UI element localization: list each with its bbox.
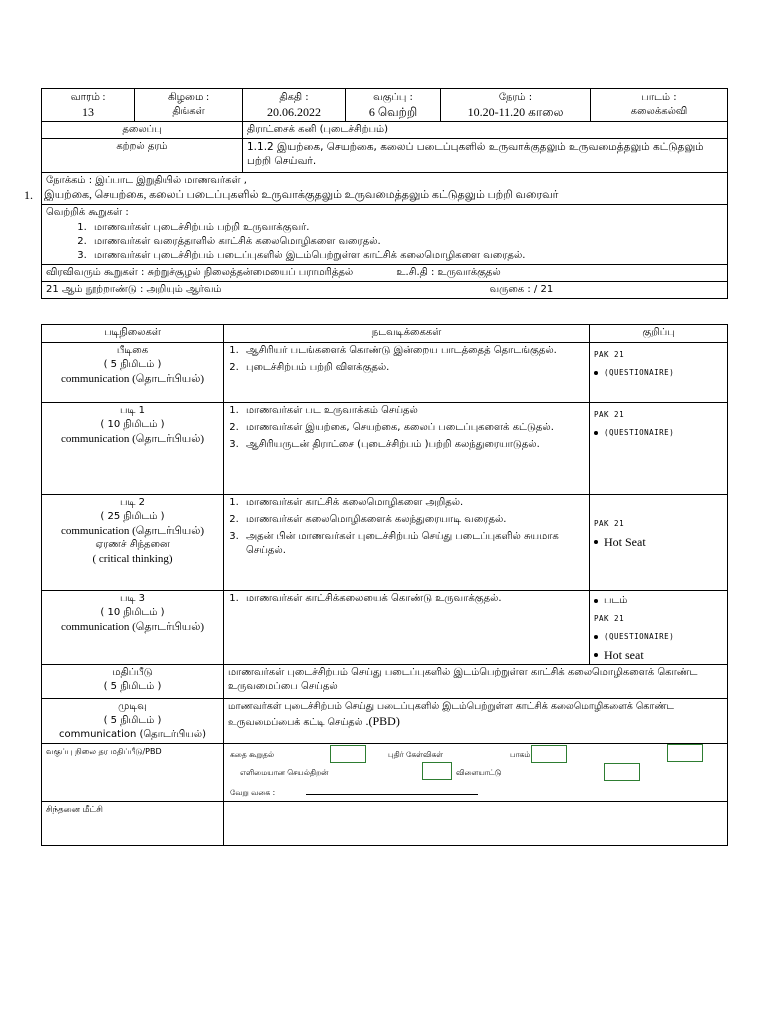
checkbox[interactable]: [330, 745, 366, 763]
closing-text-cell: மாணவர்கள் புடைச்சிற்பம் செய்து படைப்புகளில் இடம்பெற்றுள்ள காட்சிக் கலைமொழிகளைக் கொண்ட உருவமைப்பைக் கட்டி செய்தல் .(PBD): [224, 699, 728, 744]
subject-cell: பாடம் : கலைக்கல்வி: [591, 89, 728, 122]
objective-number: 1.: [24, 188, 33, 202]
standard-label: கற்றல் தரம்: [42, 139, 243, 173]
activity-item: 1. ஆசிரியர் படங்களைக் கொண்டு இன்றைய பாடத்தைத் தொடங்குதல்.: [242, 344, 585, 358]
lesson-header-table: [24, 88, 728, 299]
activities-cell: [224, 343, 590, 403]
activity-item: 2. மாணவர்கள் இயற்கை, செயற்கை, கலைப் படைப்புகளைக் கட்டுதல்.: [242, 421, 585, 435]
assessment-label-cell: மதிப்பீடு ( 5 நிமிடம் ): [42, 665, 224, 699]
activity-item: 3. அதன் பின் மாணவர்கள் புடைச்சிற்பம் செய்து படைப்புகளில் சுயமாக செய்தல்.: [242, 530, 585, 558]
objective-label: நோக்கம் : இப்பாட இறுதியில் மாணவர்கள் ,: [46, 175, 247, 186]
class-cell: வகுப்பு : 6 வெற்றி: [346, 89, 441, 122]
cross-curricular: விரவிவரும் கூறுகள் : சுற்றுச்சூழல் நிலைத்தன்மையைப் பராமரித்தல்: [46, 267, 354, 278]
criteria-cell: [42, 205, 728, 265]
col-notes: குறிப்பு: [590, 325, 728, 343]
closing-row: [42, 699, 728, 744]
table-row: [42, 343, 728, 403]
criteria-item: 2. மாணவர்கள் வரைத்தாளில் காட்சிக் கலைமொழிகளை வரைதல்.: [90, 235, 723, 249]
bullet-icon: [594, 599, 598, 603]
bullet-icon: [594, 431, 598, 435]
pbd-cell: கதை கூறுதல் புதிர் கேள்விகள் பாகம் எளிமையான செயல்திறன் விளையாட்டு வேறு வகை :: [224, 744, 728, 802]
time-cell: நேரம் : 10.20-11.20 காலை: [441, 89, 591, 122]
activities-cell: [224, 495, 590, 591]
stage-cell: பீடிகை ( 5 நிமிடம் ) communication (தொடர்பியல்): [42, 343, 224, 403]
col-stages: படிநிலைகள்: [42, 325, 224, 343]
attendance: வருகை : / 21: [489, 284, 554, 295]
day-cell: கிழமை : திங்கள்: [135, 89, 243, 122]
checkbox[interactable]: [604, 763, 640, 781]
lesson-steps-table: [41, 324, 728, 846]
notes-cell: PAK 21 (QUESTIONAIRE): [590, 343, 728, 403]
date-cell: திகதி : 20.06.2022: [243, 89, 346, 122]
reflection-cell[interactable]: [224, 802, 728, 846]
checkbox[interactable]: [422, 762, 452, 780]
stage-cell: படி 2 ( 25 நிமிடம் ) communication (தொடர்பியல்) ஏரணச் சிந்தனை ( critical thinking): [42, 495, 224, 591]
col-activities: நடவடிக்கைகள்: [224, 325, 590, 343]
bullet-icon: [594, 653, 598, 657]
closing-label-cell: முடிவு ( 5 நிமிடம் ) communication (தொடர்பியல்): [42, 699, 224, 744]
other-type-line: [306, 794, 478, 795]
activity-item: 1. மாணவர்கள் காட்சிக் கலைமொழிகளை அறிதல்.: [242, 496, 585, 510]
criteria-label: வெற்றிக் கூறுகள் :: [46, 207, 129, 218]
notes-cell: PAK 21 Hot Seat: [590, 495, 728, 591]
standard-value: 1.1.2 இயற்கை, செயற்கை, கலைப் படைப்புகளில் உருவாக்குதலும் உருவமைத்தலும் கட்டுதலும் பற்றி செய்வர்.: [243, 139, 728, 173]
activity-item: 3. ஆசிரியருடன் திராட்சை (புடைச்சிற்பம் )பற்றி கலந்துரையாடுதல்.: [242, 438, 585, 452]
topic-label: தலைப்பு: [42, 122, 243, 139]
assessment-text: மாணவர்கள் புடைச்சிற்பம் செய்து படைப்புகளில் இடம்பெற்றுள்ள காட்சிக் கலைமொழிகளைக் கொண்ட உருவமைப்பை செய்தல்: [224, 665, 728, 699]
activity-item: 1. மாணவர்கள் காட்சிக்கலையைக் கொண்டு உருவாக்குதல்.: [242, 592, 585, 606]
assessment-row: [42, 665, 728, 699]
stage-cell: படி 1 ( 10 நிமிடம் ) communication (தொடர்பியல்): [42, 403, 224, 495]
objective-text: 1. இயற்கை, செயற்கை, கலைப் படைப்புகளில் உருவாக்குதலும் உருவமைத்தலும் கட்டுதலும் பற்றி வரைவர்: [24, 188, 559, 202]
criteria-item: 1. மாணவர்கள் புடைச்சிற்பம் பற்றி உருவாக்குவர்.: [90, 221, 723, 235]
activity-item: 2. புடைச்சிற்பம் பற்றி விளக்குதல்.: [242, 361, 585, 375]
objective-cell: [24, 173, 728, 205]
activities-cell: [224, 403, 590, 495]
notes-cell: PAK 21 (QUESTIONAIRE): [590, 403, 728, 495]
week-cell: வாரம் : 13: [42, 89, 135, 122]
pbd-row: [42, 744, 728, 802]
activity-item: 2. மாணவர்கள் கலைமொழிகளைக் கலந்துரையாடி வரைதல்.: [242, 513, 585, 527]
table-row: [42, 403, 728, 495]
activity-item: 1. மாணவர்கள் பட உருவாக்கம் செய்தல்: [242, 404, 585, 418]
notes-cell: படம் PAK 21 (QUESTIONAIRE) Hot seat: [590, 591, 728, 665]
criteria-item: 3. மாணவர்கள் புடைச்சிற்பம் படைப்புகளில் இடம்பெற்றுள்ள காட்சிக் கலைமொழிகளை வரைதல்.: [90, 249, 723, 263]
century-row: [42, 282, 728, 299]
hots-label: உ.சி.தி : உருவாக்குதல்: [396, 267, 501, 278]
bullet-icon: [594, 371, 598, 375]
table-row: [42, 591, 728, 665]
reflection-label: சிந்தனை மீட்சி: [42, 802, 224, 846]
table-row: [42, 495, 728, 591]
bullet-icon: [594, 635, 598, 639]
bullet-icon: [594, 540, 598, 544]
reflection-row: [42, 802, 728, 846]
pbd-label: வகுப்பு நிலை தர மதிப்பீடு/PBD: [42, 744, 224, 802]
checkbox[interactable]: [531, 745, 567, 763]
topic-value: திராட்சைக் கனி (புடைச்சிற்பம்): [243, 122, 728, 139]
checkbox[interactable]: [667, 744, 703, 762]
activities-cell: [224, 591, 590, 665]
cross-curricular-row: [42, 265, 728, 282]
century-skill: 21 ஆம் நூற்றாண்டு : அறியும் ஆர்வம்: [46, 284, 222, 295]
stage-cell: படி 3 ( 10 நிமிடம் ) communication (தொடர்பியல்): [42, 591, 224, 665]
